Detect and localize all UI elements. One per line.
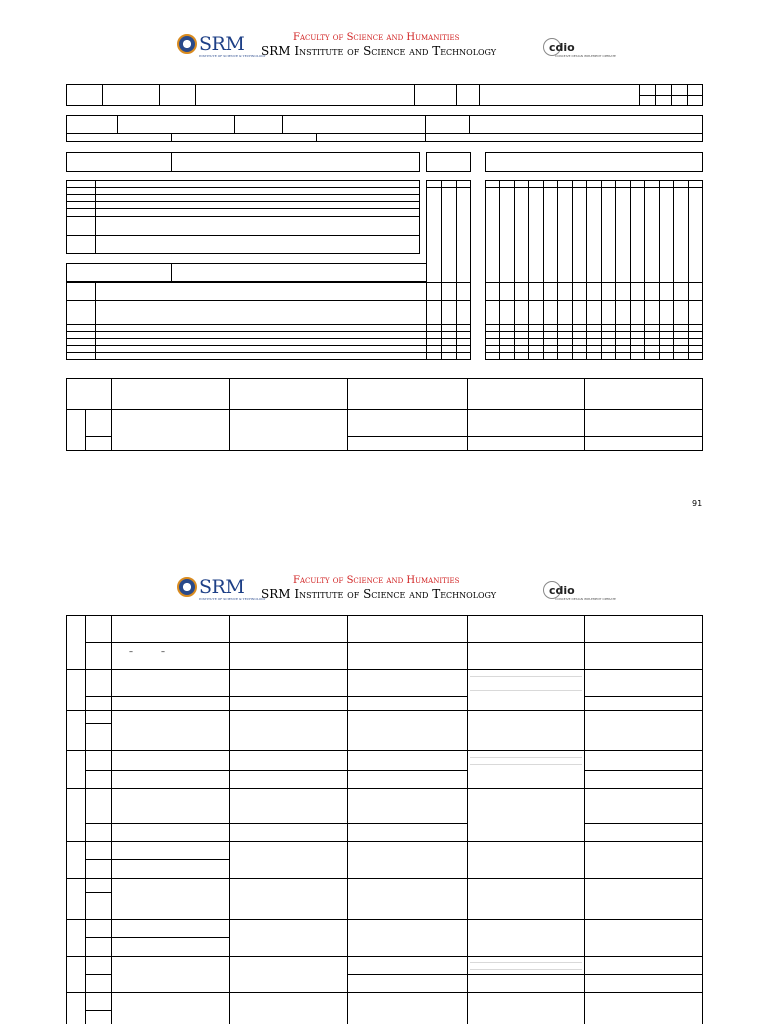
srm-seal-icon [177,577,197,597]
faculty-title-page2: Faculty of Science and Humanities [293,575,460,586]
po-grid-box [485,180,703,360]
institute-title-page2: SRM Institute of Science and Technology [261,587,497,601]
course-title-box [66,84,703,106]
srm-logo-text: SRM [199,576,245,598]
cdio-logo-text: cdio [549,583,575,597]
srm-logo [177,33,244,55]
program-outcomes-box [485,152,703,172]
prerequisite-box [66,115,703,142]
cdio-logo-subtext: CONCEIVE DESIGN IMPLEMENT OPERATE [555,597,616,601]
institute-title: SRM Institute of Science and Technology [261,44,497,58]
srm-logo-subtext: INSTITUTE OF SCIENCE & TECHNOLOGY [199,54,266,58]
dash-mark: – [129,647,133,656]
page-number: 91 [692,499,703,508]
dash-mark: – [161,647,165,656]
schedule-box-2 [66,615,703,1024]
srm-logo-text: SRM [199,33,245,55]
schedule-box-1 [66,378,703,451]
learning-box [426,152,471,172]
cdio-logo-text: cdio [549,40,575,54]
cdio-logo-subtext: CONCEIVE DESIGN IMPLEMENT OPERATE [555,54,616,58]
course-outcomes-box [66,282,427,360]
objectives-box [66,180,420,254]
course-outcomes-header [66,263,427,282]
srm-seal-icon [177,34,197,54]
srm-logo-subtext: INSTITUTE OF SCIENCE & TECHNOLOGY [199,597,266,601]
faculty-title: Faculty of Science and Humanities [293,32,460,43]
srm-logo-page2 [177,576,244,598]
rationale-box [66,152,420,172]
learning-level-box [426,180,471,360]
